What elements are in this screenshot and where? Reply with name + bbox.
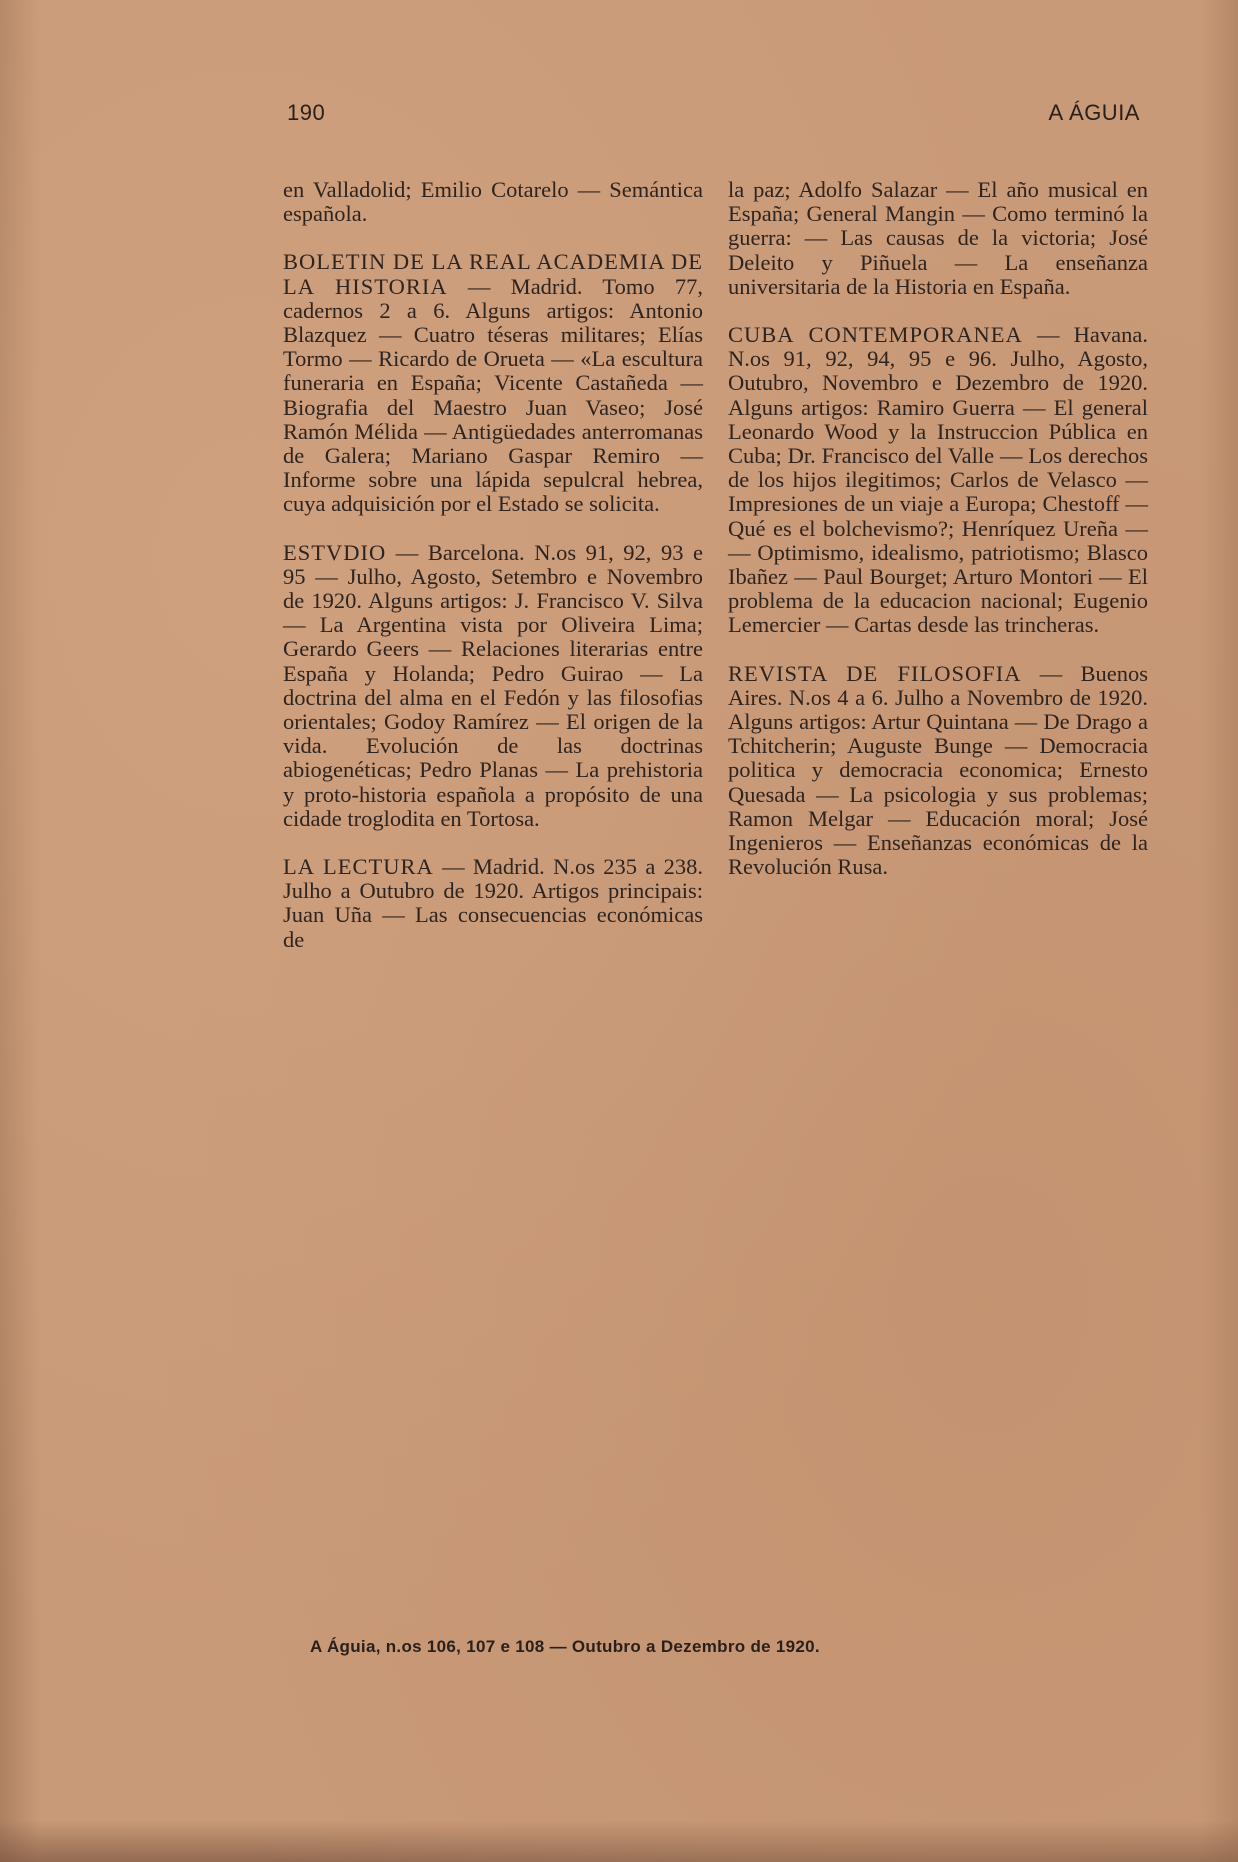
journal-title: A ÁGUIA — [1048, 100, 1140, 125]
entry-title: REVISTA DE FILOSOFIA — [728, 660, 1022, 686]
entry-body: — Havana. N.os 91, 92, 94, 95 e 96. Julho, Agosto, Outubro, Novembro e Dezembro de 1920. Alguns artigos: Ramiro Guerra — El general Leonardo Wood y la Instruccion Pública en Cuba; Dr. Francisco del Valle — Los derechos de los hijos ilegitimos; Carlos de Velasco — Impresiones de un viaje a Europa; Chestoff — Qué es el bolchevismo?; Henríquez Ureña — — Optimismo, idealismo, patriotismo; Blasco Ibañez — Paul Bourget; Arturo Montori — El problema de la educacion nacional; Eugenio Lemercier — Cartas desde las trincheras. — [728, 322, 1149, 638]
entry-body: — Madrid. Tomo 77, cadernos 2 a 6. Alguns artigos: Antonio Blazquez — Cuatro téseras militares; Elías Tormo — Ricardo de Orueta — «La escultura funeraria en España; Vicente Castañeda — Biografia del Maestro Juan Vaseo; José Ramón Mélida — Antigüedades anterromanas de Galera; Mariano Gaspar Remiro — Informe sobre una lápida sepulcral hebrea, cuya adquisición por el Estado se solicita. — [283, 273, 703, 517]
review-entry — [283, 855, 703, 952]
entry-body: — Buenos Aires. N.os 4 a 6. Julho a Novembro de 1920. Alguns artigos: Artur Quintana — De Drago a Tchitcherin; Auguste Bunge — Democracia politica y democracia economica; Ernesto Quesada — La psicologia y sus problemas; Ramon Melgar — Educación moral; José Ingenieros — Enseñanzas económicas de la Revolución Rusa. — [728, 660, 1149, 880]
review-entry — [728, 323, 1148, 638]
left-column — [283, 178, 703, 976]
entry-body: — Barcelona. N.os 91, 92, 93 e 95 — Julho, Agosto, Setembro e Novembro de 1920. Alguns artigos: J. Francisco V. Silva — La Argentina vista por Oliveira Lima; Gerardo Geers — Relaciones literarias entre España y Holanda; Pedro Guirao — La doctrina del alma en el Fedón y las filosofias orientales; Godoy Ramírez — El origen de la vida. Evolución de las doctrinas abiogenéticas; Pedro Planas — La prehistoria y proto-historia española a propósito de una cidade troglodita en Tortosa. — [283, 539, 703, 831]
right-column — [728, 178, 1148, 903]
continuation-text: en Valladolid; Emilio Cotarelo — Semántica española. — [283, 177, 703, 227]
entry-title: BOLETIN DE LA REAL ACADEMIA DE LA HISTORIA — [283, 249, 703, 299]
entry-body: — Madrid. N.os 235 a 238. Julho a Outubro de 1920. Artigos principais: Juan Uña — Las consecuencias económicas de — [283, 854, 704, 952]
entry-title: LA LECTURA — [283, 854, 434, 880]
entry-title: CUBA CONTEMPORANEA — [728, 322, 1023, 348]
issue-footer: A Águia, n.os 106, 107 e 108 — Outubro a Dezembro de 1920. — [310, 1637, 820, 1656]
review-entry — [283, 250, 703, 516]
page-number: 190 — [287, 100, 326, 125]
review-entry — [728, 662, 1148, 880]
entry-title: ESTVDIO — [283, 539, 387, 565]
review-entry — [283, 541, 703, 831]
continuation-text: la paz; Adolfo Salazar — El año musical en España; General Mangin — Como terminó la guerra: — Las causas de la victoria; José Deleito y Piñuela — La enseñanza universitaria de la Historia en España. — [728, 177, 1148, 299]
